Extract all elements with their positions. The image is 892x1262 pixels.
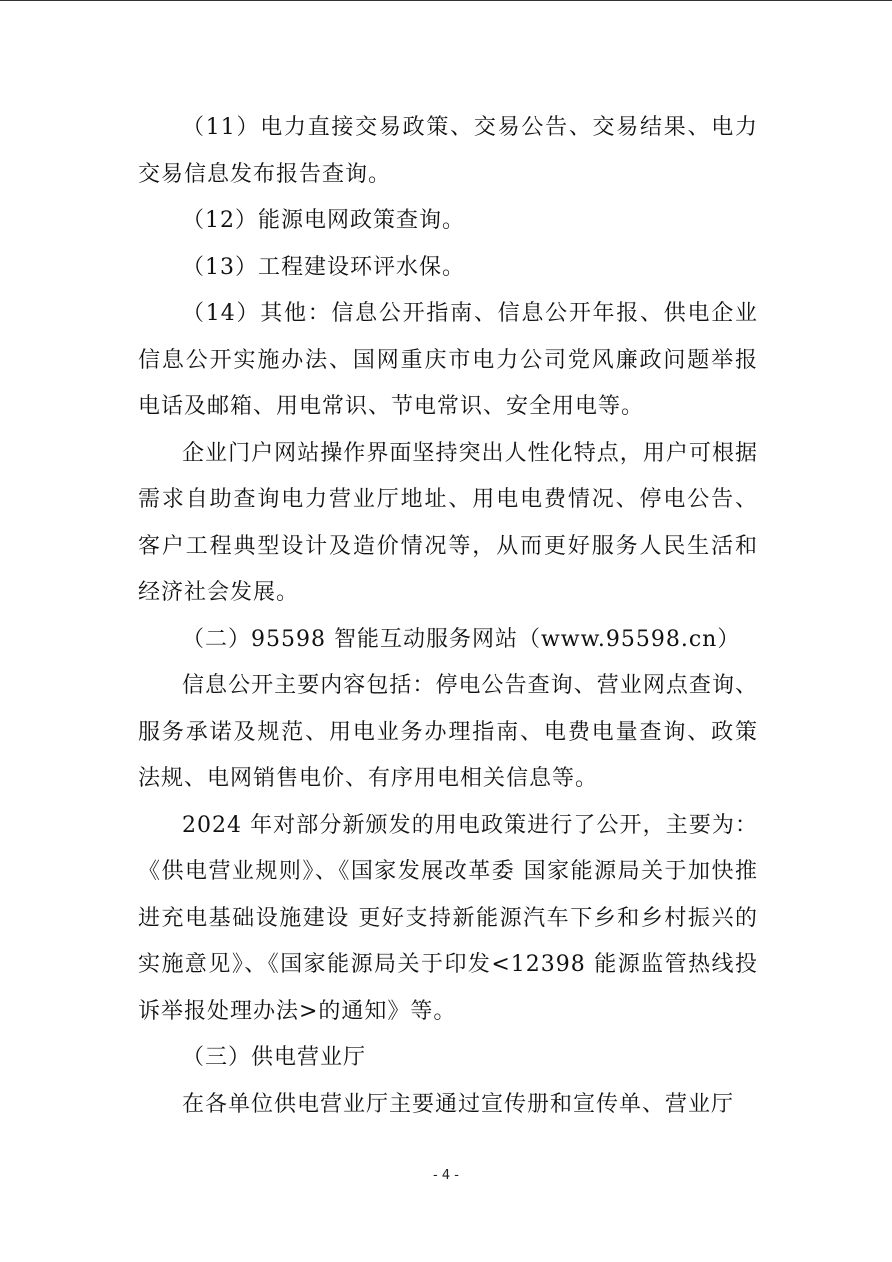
list-item-14: （14）其他：信息公开指南、信息公开年报、供电企业信息公开实施办法、国网重庆市电力公司党风廉政问题举报电话及邮箱、用电常识、节电常识、安全用电等。	[138, 301, 758, 419]
policy-disclosure-paragraph: 2024 年对部分新颁发的用电政策进行了公开，主要为：《供电营业规则》、《国家发展改革委 国家能源局关于加快推进充电基础设施建设 更好支持新能源汽车下乡和乡村振兴的实施意见》、《国家能源局关于印发<12398 能源监管热线投诉举报处理办法>的通知》等。	[138, 812, 758, 1024]
portal-summary-paragraph: 企业门户网站操作界面坚持突出人性化特点，用户可根据需求自助查询电力营业厅地址、用电电费情况、停电公告、客户工程典型设计及造价情况等，从而更好服务人民生活和经济社会发展。	[138, 440, 758, 605]
top-border-line	[0, 0, 892, 1]
service-hall-paragraph: 在各单位供电营业厅主要通过宣传册和宣传单、营业厅	[182, 1091, 735, 1117]
disclosure-content-paragraph: 信息公开主要内容包括：停电公告查询、营业网点查询、服务承诺及规范、用电业务办理指南、电费电量查询、政策法规、电网销售电价、有序用电相关信息等。	[138, 673, 758, 791]
list-item-12: （12）能源电网政策查询。	[182, 208, 465, 233]
document-body	[138, 105, 758, 1128]
list-item-11: （11）电力直接交易政策、交易公告、交易结果、电力交易信息发布报告查询。	[138, 115, 758, 187]
list-item-13: （13）工程建设环评水保。	[182, 254, 465, 280]
section-heading-service-hall: （三）供电营业厅	[182, 1045, 367, 1070]
page-number: - 4 -	[433, 1168, 459, 1183]
section-heading-95598: （二）95598 智能互动服务网站（www.95598.cn）	[182, 626, 741, 652]
